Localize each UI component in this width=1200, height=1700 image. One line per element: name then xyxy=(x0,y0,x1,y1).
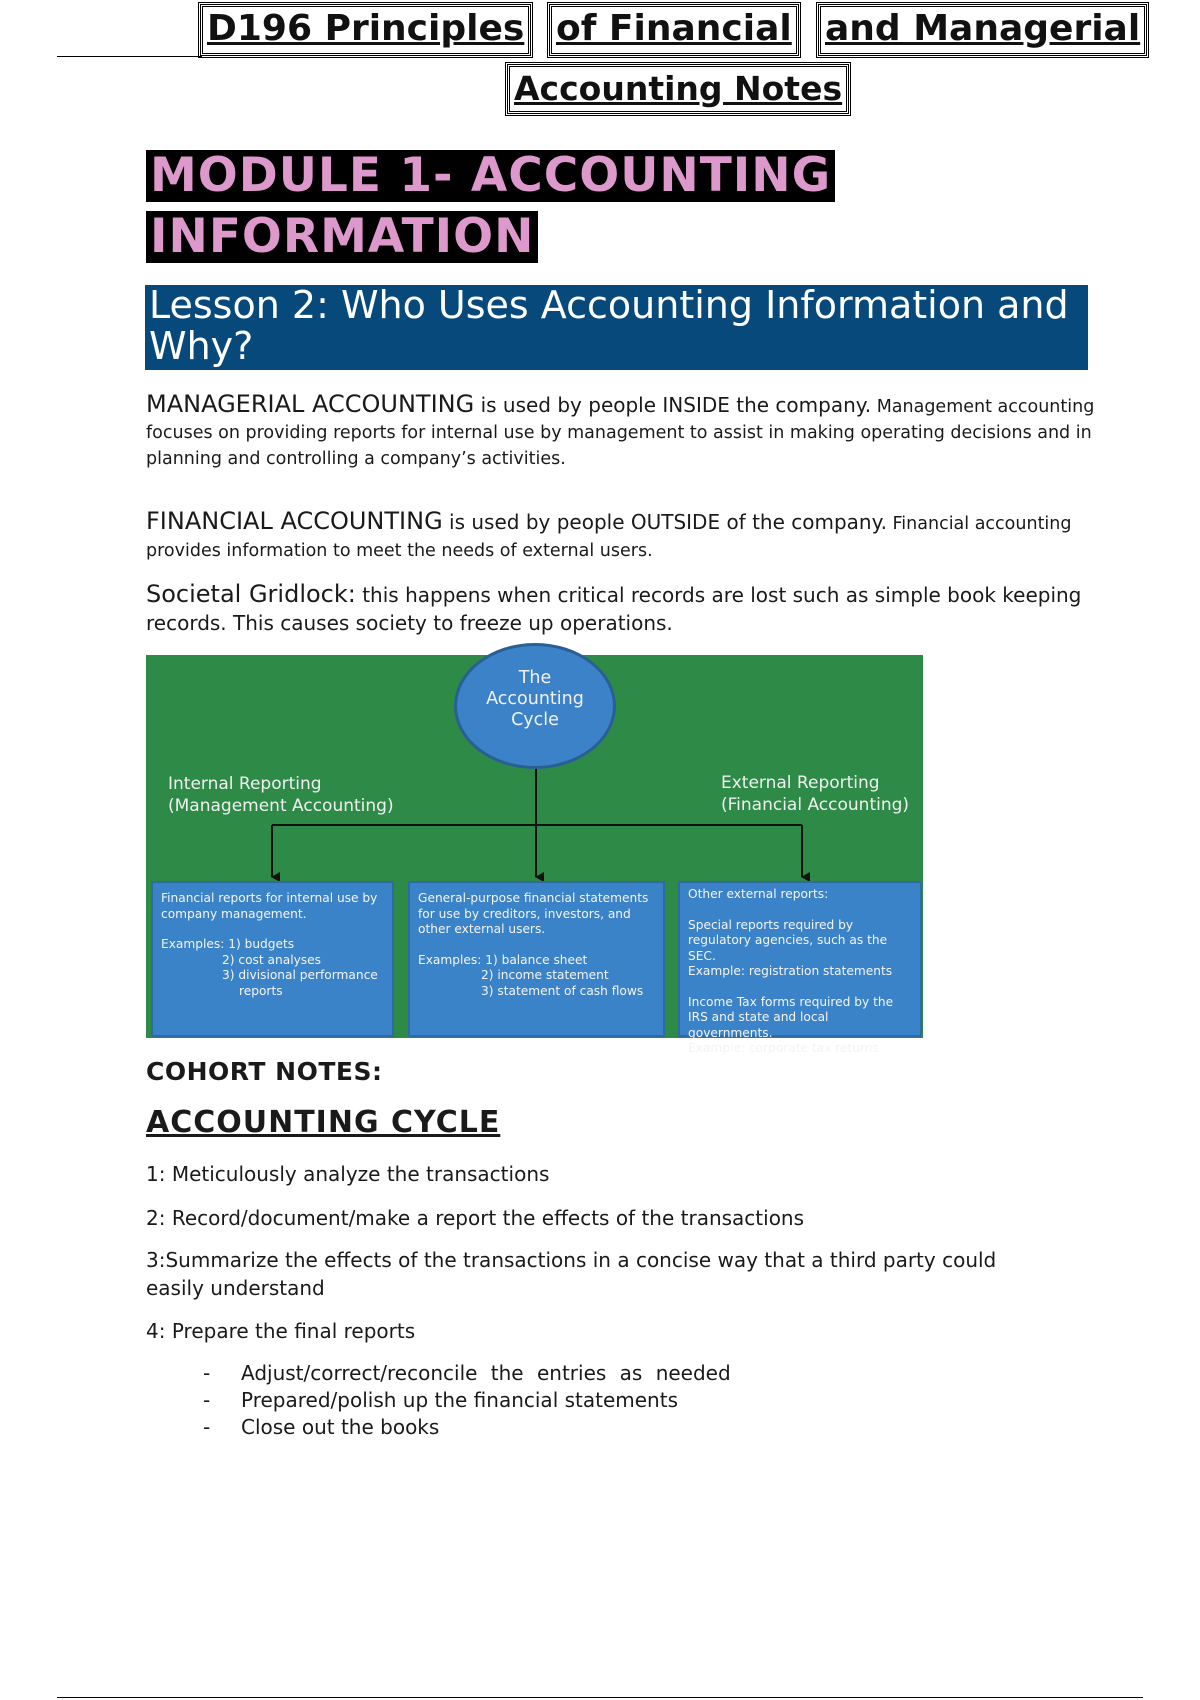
list-item xyxy=(203,1387,731,1414)
list-item xyxy=(203,1414,731,1441)
internal-reports-box xyxy=(151,881,394,1037)
managerial-lead: is used by people INSIDE the company. xyxy=(474,393,872,417)
external-label-line-1: External Reporting xyxy=(721,773,880,793)
node-line-3: Cycle xyxy=(511,710,559,730)
list-item-text: Close out the books xyxy=(241,1415,440,1439)
general-purpose-box xyxy=(408,881,665,1037)
list-item-text: Prepared/polish up the financial statements xyxy=(241,1388,678,1412)
node-line-1: The xyxy=(518,668,552,688)
external-heading: Other external reports: xyxy=(688,887,829,901)
managerial-paragraph xyxy=(146,391,1096,472)
header-title-part-1: D196 Principles xyxy=(200,4,531,56)
bullet-dash: - xyxy=(203,1415,211,1439)
internal-reporting-label xyxy=(168,773,394,817)
cohort-notes-heading: COHORT NOTES: xyxy=(146,1057,383,1086)
financial-term: FINANCIAL ACCOUNTING xyxy=(146,507,443,535)
footer-rule xyxy=(57,1697,1143,1698)
financial-paragraph xyxy=(146,508,1096,564)
cycle-step-2: 2: Record/document/make a report the effects of the transactions xyxy=(146,1206,805,1230)
header-title-part-2: of Financial xyxy=(549,4,799,56)
lesson-title: Lesson 2: Who Uses Accounting Information and Why? xyxy=(145,285,1088,370)
module-title-line-1: MODULE 1- ACCOUNTING xyxy=(146,150,835,202)
accounting-cycle-diagram xyxy=(146,655,923,1055)
internal-label-line-2: (Management Accounting) xyxy=(168,796,394,816)
general-example-3: 3) statement of cash flows xyxy=(481,983,644,998)
managerial-term: MANAGERIAL ACCOUNTING xyxy=(146,390,475,418)
cycle-step-3: 3:Summarize the effects of the transactions in a concise way that a third party could easily understand xyxy=(146,1248,997,1300)
bullet-dash: - xyxy=(203,1388,211,1412)
gridlock-detail: this happens when critical records are lost such as simple book keeping records. This causes society to freeze up operations. xyxy=(146,583,1082,635)
internal-desc: Financial reports for internal use by company management. xyxy=(161,891,378,921)
external-special-example: Example: registration statements xyxy=(688,964,893,978)
external-reporting-label xyxy=(721,772,909,816)
general-example-2: 2) income statement xyxy=(481,968,609,982)
gridlock-term: Societal Gridlock: xyxy=(146,580,356,608)
internal-label-line-1: Internal Reporting xyxy=(168,774,322,794)
financial-detail: Financial accounting provides information to meet the needs of external users. xyxy=(146,514,1072,561)
cycle-step-1: 1: Meticulously analyze the transactions xyxy=(146,1162,550,1186)
node-line-2: Accounting xyxy=(486,689,584,709)
header-title-part-4: Accounting Notes xyxy=(507,64,849,114)
list-item-text: Adjust/correct/reconcile the entries as needed xyxy=(241,1361,731,1385)
header-title-part-3: and Managerial xyxy=(818,4,1147,56)
internal-example-3-cont: reports xyxy=(239,983,283,998)
header-rule xyxy=(57,56,202,57)
gridlock-paragraph xyxy=(146,581,1096,638)
external-tax: Income Tax forms required by the IRS and state and local governments. xyxy=(688,994,894,1040)
other-external-box xyxy=(678,881,922,1055)
cycle-step-4: 4: Prepare the final reports xyxy=(146,1319,416,1343)
external-special: Special reports required by regulatory agencies, such as the SEC. xyxy=(688,917,888,963)
general-example-1: Examples: 1) balance sheet xyxy=(418,952,588,967)
module-title-line-2: INFORMATION xyxy=(146,211,538,263)
external-tax-example: Example: corporate tax returns xyxy=(688,1041,879,1055)
financial-lead: is used by people OUTSIDE of the company. xyxy=(442,510,887,534)
accounting-cycle-node xyxy=(454,643,616,769)
internal-example-1: Examples: 1) budgets xyxy=(161,937,295,951)
external-label-line-2: (Financial Accounting) xyxy=(721,795,910,815)
internal-example-3: 3) divisional performance xyxy=(222,968,378,982)
internal-example-2: 2) cost analyses xyxy=(222,952,321,967)
general-desc: General-purpose financial statements for use by creditors, investors, and other external users. xyxy=(418,891,649,936)
final-reports-list xyxy=(203,1360,731,1441)
list-item xyxy=(203,1360,731,1387)
managerial-detail: Management accounting focuses on providing reports for internal use by management to assist in making operating decisions and in planning and controlling a company’s activities. xyxy=(146,397,1095,469)
accounting-cycle-heading: ACCOUNTING CYCLE xyxy=(146,1105,501,1140)
bullet-dash: - xyxy=(203,1361,211,1385)
